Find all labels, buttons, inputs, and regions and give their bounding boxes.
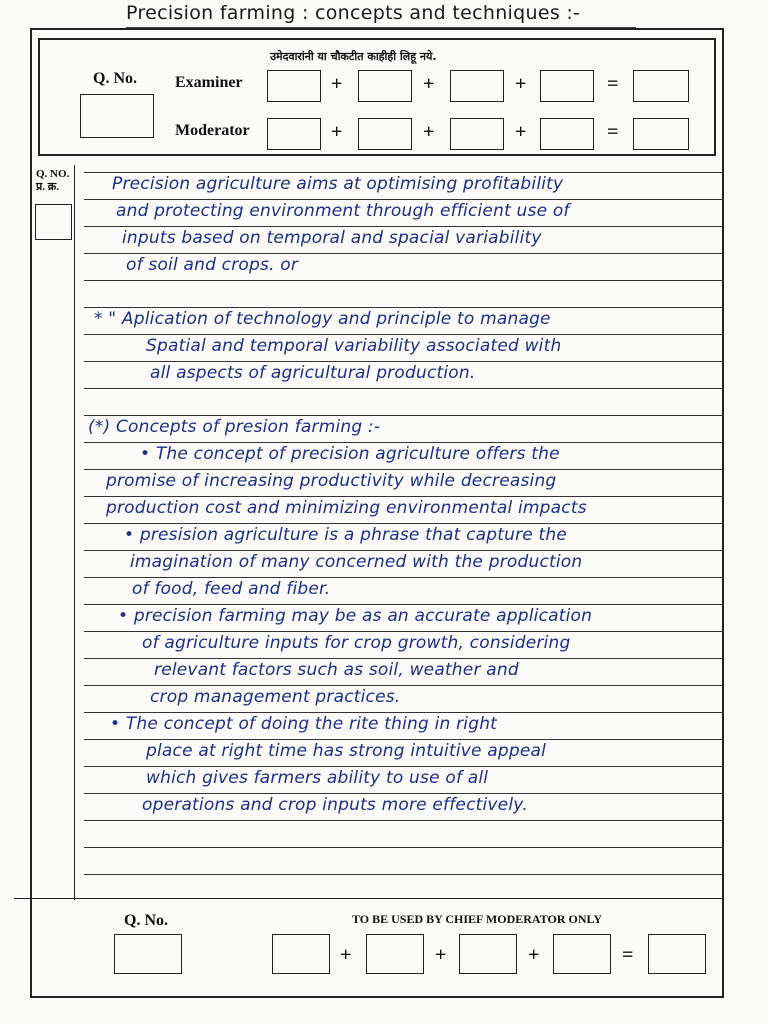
ruled-line <box>84 334 724 335</box>
answer-line: • precision farming may be as an accurate application <box>118 606 593 626</box>
answer-line: • The concept of doing the rite thing in right <box>110 714 498 734</box>
answer-line: • The concept of precision agriculture offers the <box>140 444 560 464</box>
ruled-line <box>84 739 724 740</box>
examiner-total-box[interactable] <box>633 70 689 102</box>
margin-qno-label-en: Q. NO. <box>36 168 70 180</box>
chief-mark-box-2[interactable] <box>366 934 424 974</box>
ruled-line <box>84 388 724 389</box>
ruled-line <box>84 253 724 254</box>
answer-line: all aspects of agricultural production. <box>150 363 476 383</box>
ruled-line <box>84 361 724 362</box>
ruled-line <box>84 199 724 200</box>
equals-sign: = <box>622 944 634 966</box>
ruled-line <box>84 577 724 578</box>
margin-qno-label <box>36 168 69 194</box>
examiner-mark-box-4[interactable] <box>540 70 594 102</box>
chief-total-box[interactable] <box>648 934 706 974</box>
answer-line: crop management practices. <box>150 687 401 707</box>
plus-sign: + <box>331 73 343 95</box>
moderator-mark-box-2[interactable] <box>358 118 412 150</box>
ruled-line <box>84 550 724 551</box>
footer-qno-box[interactable] <box>114 934 182 974</box>
ruled-line <box>84 847 724 848</box>
answer-line: of food, feed and fiber. <box>132 579 331 599</box>
page-title: Precision farming : concepts and techniques :- <box>126 2 581 24</box>
ruled-line <box>84 658 724 659</box>
answer-line: of agriculture inputs for crop growth, considering <box>142 633 571 653</box>
chief-mark-box-3[interactable] <box>459 934 517 974</box>
moderator-mark-box-4[interactable] <box>540 118 594 150</box>
plus-sign: + <box>340 944 352 966</box>
ruled-line <box>84 604 724 605</box>
answer-line: Precision agriculture aims at optimising profitability <box>112 174 564 194</box>
ruled-line <box>84 523 724 524</box>
margin-column <box>30 165 75 900</box>
moderator-mark-box-1[interactable] <box>267 118 321 150</box>
plus-sign: + <box>515 73 527 95</box>
footer-qno-label: Q. No. <box>124 912 168 929</box>
plus-sign: + <box>423 73 435 95</box>
plus-sign: + <box>423 121 435 143</box>
ruled-line <box>84 226 724 227</box>
answer-line: and protecting environment through efficient use of <box>116 201 570 221</box>
answer-line: • presision agriculture is a phrase that capture the <box>124 525 568 545</box>
ruled-line <box>84 766 724 767</box>
chief-moderator-note: TO BE USED BY CHIEF MODERATOR ONLY <box>352 912 603 926</box>
answer-line: Spatial and temporal variability associated with <box>146 336 562 356</box>
ruled-line <box>84 496 724 497</box>
equals-sign: = <box>607 73 619 95</box>
chief-mark-box-1[interactable] <box>272 934 330 974</box>
equals-sign: = <box>607 121 619 143</box>
ruled-line <box>84 685 724 686</box>
ruled-line <box>84 874 724 875</box>
ruled-line <box>84 712 724 713</box>
ruled-line <box>84 280 724 281</box>
header-qno-box[interactable] <box>80 94 154 138</box>
ruled-line <box>84 793 724 794</box>
examiner-mark-box-2[interactable] <box>358 70 412 102</box>
examiner-mark-box-1[interactable] <box>267 70 321 102</box>
answer-line: of soil and crops. or <box>126 255 299 275</box>
examiner-mark-box-3[interactable] <box>450 70 504 102</box>
chief-mark-box-4[interactable] <box>553 934 611 974</box>
ruled-line <box>84 172 724 173</box>
footer-separator <box>14 898 724 899</box>
plus-sign: + <box>515 121 527 143</box>
margin-qno-box[interactable] <box>35 204 72 240</box>
ruled-line <box>84 307 724 308</box>
answer-line: which gives farmers ability to use of all <box>146 768 489 788</box>
section-heading: (*) Concepts of presion farming :- <box>88 417 381 437</box>
answer-line: inputs based on temporal and spacial variability <box>122 228 542 248</box>
answer-line: operations and crop inputs more effectively. <box>142 795 528 815</box>
ruled-line <box>84 415 724 416</box>
answer-line: promise of increasing productivity while decreasing <box>106 471 557 491</box>
moderator-label: Moderator <box>175 122 250 139</box>
ruled-line <box>84 820 724 821</box>
answer-line: * " Aplication of technology and principle to manage <box>94 309 551 329</box>
header-qno-label: Q. No. <box>93 70 137 87</box>
ruled-line <box>84 469 724 470</box>
answer-line: imagination of many concerned with the production <box>130 552 583 572</box>
answer-line: production cost and minimizing environmental impacts <box>106 498 587 518</box>
moderator-total-box[interactable] <box>633 118 689 150</box>
examiner-label: Examiner <box>175 74 243 91</box>
candidate-instruction: उमेदवारांनी या चौकटीत काहीही लिहू नये. <box>270 50 437 63</box>
plus-sign: + <box>435 944 447 966</box>
plus-sign: + <box>528 944 540 966</box>
moderator-mark-box-3[interactable] <box>450 118 504 150</box>
ruled-line <box>84 631 724 632</box>
answer-line: place at right time has strong intuitive appeal <box>146 741 547 761</box>
ruled-line <box>84 442 724 443</box>
margin-qno-label-mr: प्र. क्र. <box>36 181 59 193</box>
answer-line: relevant factors such as soil, weather and <box>154 660 519 680</box>
plus-sign: + <box>331 121 343 143</box>
